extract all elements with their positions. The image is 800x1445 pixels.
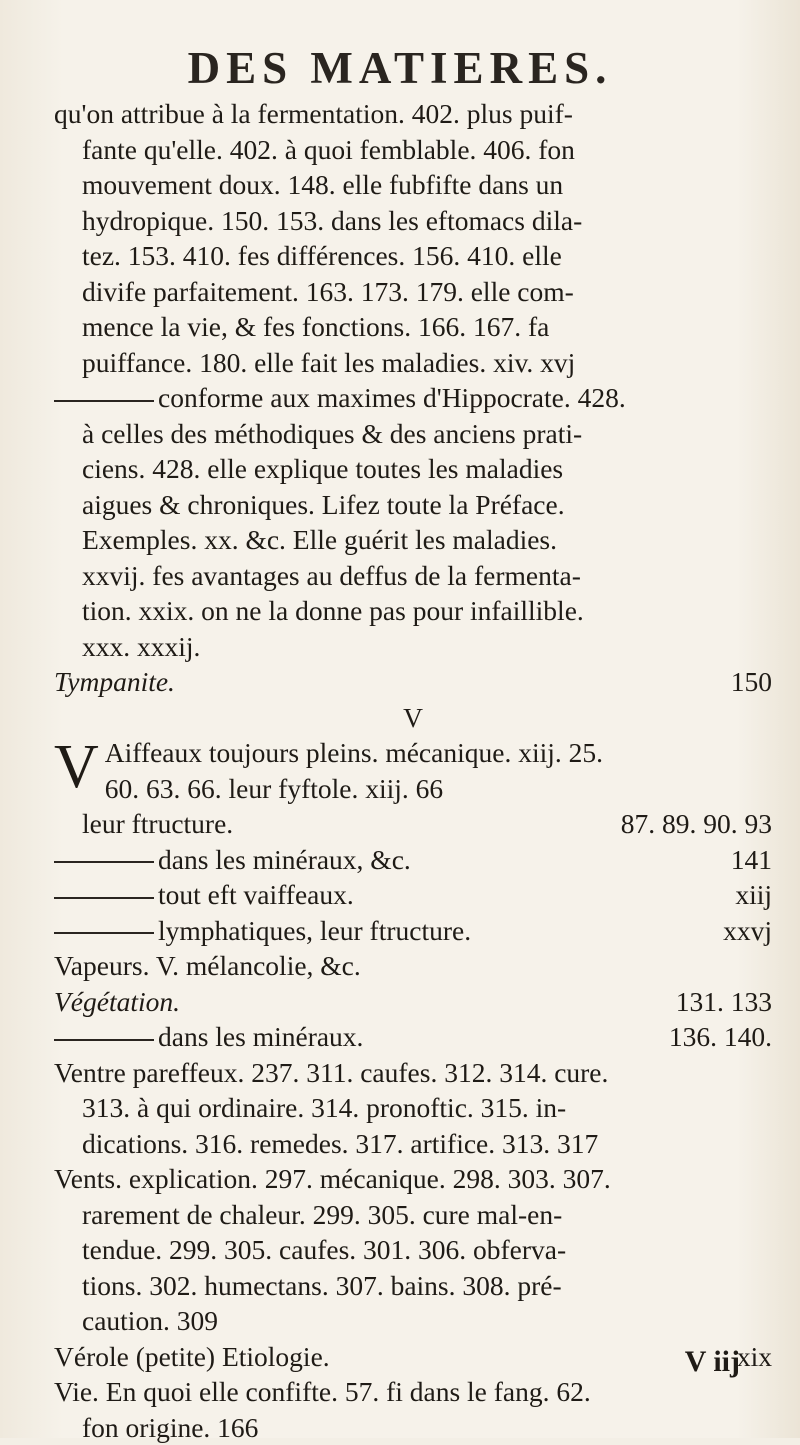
drop-cap: V	[54, 737, 99, 797]
sub-entry	[54, 913, 772, 949]
dash-rule	[54, 861, 154, 863]
text-line: divife parfaitement. 163. 173. 179. elle com-	[54, 274, 772, 310]
section-letter: V	[54, 700, 772, 736]
entry-label: Tympanite.	[54, 664, 175, 700]
text-line	[54, 806, 772, 842]
sub-entry-text: dans les minéraux, &c.	[158, 844, 411, 875]
text-line: 313. à qui ordinaire. 314. pronoftic. 315. in-	[54, 1090, 772, 1126]
text-line: xxx. xxxij.	[54, 629, 772, 665]
text-line: tez. 153. 410. fes différences. 156. 410. elle	[54, 238, 772, 274]
sub-entry-text: tout eft vaiffeaux.	[158, 879, 354, 910]
text-line: dications. 316. remedes. 317. artifice. 313. 317	[54, 1126, 772, 1162]
text-line: puiffance. 180. elle fait les maladies. xiv. xvj	[54, 345, 772, 381]
sub-entry-text: conforme aux maximes d'Hippocrate. 428.	[158, 382, 626, 413]
entry-page: 141	[731, 842, 772, 878]
text-line: mouvement doux. 148. elle fubfifte dans un	[54, 167, 772, 203]
text-line: mence la vie, & fes fonctions. 166. 167. fa	[54, 309, 772, 345]
entry-page: xxvj	[723, 913, 772, 949]
entry-verole	[54, 1339, 772, 1375]
entry-page: 131. 133	[676, 984, 772, 1020]
entry-vegetation	[54, 984, 772, 1020]
text-line: Ventre pareffeux. 237. 311. caufes. 312. 314. cure.	[54, 1055, 772, 1091]
text-line: fante qu'elle. 402. à quoi femblable. 406. fon	[54, 132, 772, 168]
entry-tympanite	[54, 664, 772, 700]
text-line: rarement de chaleur. 299. 305. cure mal-en-	[54, 1197, 772, 1233]
text-line: Exemples. xx. &c. Elle guérit les maladies.	[54, 522, 772, 558]
sub-entry	[54, 877, 772, 913]
text-line: à celles des méthodiques & des anciens prati-	[54, 416, 772, 452]
sub-entry-text: dans les minéraux.	[158, 1021, 363, 1052]
entry-vaisseaux	[54, 735, 772, 806]
sub-entry-conforme	[54, 380, 772, 416]
entry-vapeurs: Vapeurs. V. mélancolie, &c.	[54, 948, 772, 984]
text-line: qu'on attribue à la fermentation. 402. plus puif-	[54, 96, 772, 132]
entry-label: leur ftructure.	[82, 806, 233, 842]
text-line: tendue. 299. 305. caufes. 301. 306. obferva-	[54, 1232, 772, 1268]
text-line: fon origine. 166	[54, 1410, 772, 1445]
dash-rule	[54, 932, 154, 934]
text-line: ciens. 428. elle explique toutes les maladies	[54, 451, 772, 487]
text-line: tion. xxix. on ne la donne pas pour infaillible.	[54, 593, 772, 629]
page-header: DES MATIERES.	[0, 42, 800, 94]
sub-entry	[54, 1019, 772, 1055]
entry-page: 150	[731, 664, 772, 700]
text-line: tions. 302. humectans. 307. bains. 308. pré-	[54, 1268, 772, 1304]
text-line: Vents. explication. 297. mécanique. 298. 303. 307.	[54, 1161, 772, 1197]
text-line: aigues & chroniques. Lifez toute la Préface.	[54, 487, 772, 523]
entry-label: Végétation.	[54, 984, 180, 1020]
dash-rule	[54, 897, 154, 899]
text-line: hydropique. 150. 153. dans les eftomacs dila-	[54, 203, 772, 239]
index-text	[54, 96, 772, 1445]
sub-entry-text: lymphatiques, leur ftructure.	[158, 915, 471, 946]
entry-page: xiij	[735, 877, 772, 913]
text-line: caution. 309	[54, 1303, 772, 1339]
text-line: xxvij. fes avantages au deffus de la fermenta-	[54, 558, 772, 594]
entry-label: Vérole (petite) Etiologie.	[54, 1339, 330, 1375]
sub-entry	[54, 842, 772, 878]
entry-page: xix	[737, 1339, 772, 1375]
dash-rule	[54, 1039, 154, 1041]
text-line: Aiffeaux toujours pleins. mécanique. xiij. 25.	[54, 735, 772, 771]
dash-rule	[54, 400, 154, 402]
signature-mark: V iij	[685, 1345, 740, 1379]
entry-page: 87. 89. 90. 93	[621, 806, 772, 842]
text-line: 60. 63. 66. leur fyftole. xiij. 66	[54, 771, 772, 807]
text-line: Vie. En quoi elle confifte. 57. fi dans le fang. 62.	[54, 1374, 772, 1410]
entry-page: 136. 140.	[669, 1019, 772, 1055]
